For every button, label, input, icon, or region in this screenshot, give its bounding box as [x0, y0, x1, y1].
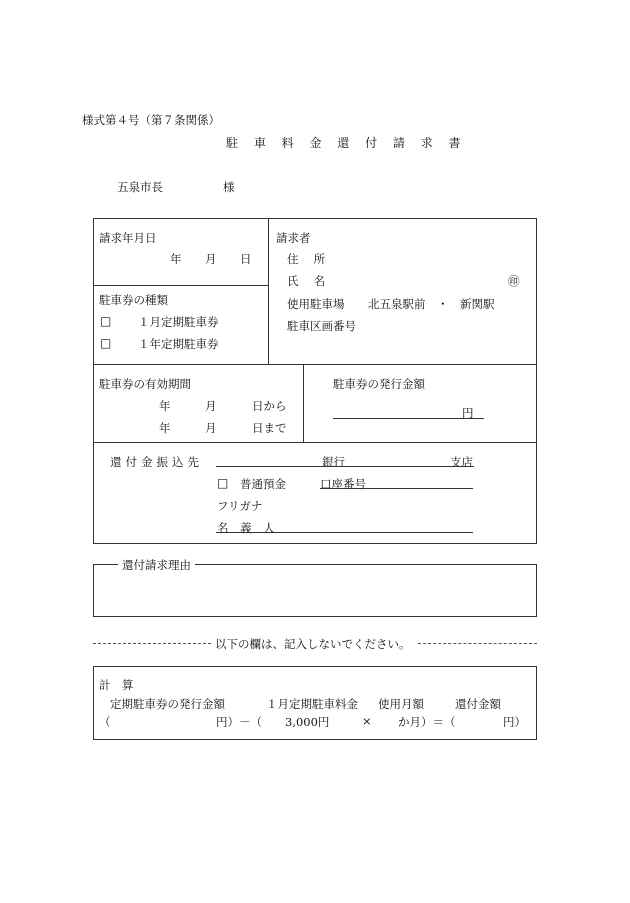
calculation-label: 計 算 [99, 678, 134, 692]
form-number: 様式第４号（第７条関係） [82, 113, 220, 127]
parking-lot-value: 北五泉駅前 ・ 新関駅 [368, 297, 495, 311]
formula-rate: 3,000円 [285, 715, 330, 729]
bank-label: 銀行 [322, 455, 345, 469]
requester-label: 請求者 [276, 231, 311, 245]
divider [268, 218, 269, 364]
request-date-label: 請求年月日 [99, 231, 157, 245]
refund-account-label: 還付金振込先 [110, 455, 203, 469]
formula-open: （ [99, 715, 111, 729]
request-date-day: 日 [240, 252, 252, 266]
parking-lot-label: 使用駐車場 [287, 297, 345, 311]
reason-label: 還付請求理由 [118, 557, 195, 573]
issue-amount-unit: 円 [462, 406, 474, 420]
ticket-option2-checkbox[interactable]: □ [100, 336, 112, 350]
account-number-label: 口座番号 [320, 477, 366, 491]
formula-yen2: 円） [503, 715, 526, 729]
formula-yen1: 円）－（ [216, 715, 262, 729]
calc-col-issue-amount: 定期駐車券の発行金額 [110, 697, 225, 711]
account-holder-label: 名 義 人 [217, 521, 279, 535]
addressee: 五泉市長 [117, 180, 163, 194]
divider [93, 442, 537, 443]
divider [93, 364, 537, 365]
account-type-checkbox[interactable]: □ [217, 476, 229, 490]
validity-from-month: 月 [205, 399, 217, 413]
validity-from-day: 日から [252, 399, 287, 413]
honorific: 様 [223, 180, 235, 194]
validity-to-day: 日まで [252, 421, 287, 435]
address-label: 住 所 [287, 252, 326, 266]
formula-times: × [362, 714, 372, 728]
divider [303, 364, 304, 442]
validity-to-year: 年 [159, 421, 171, 435]
issue-amount-label: 駐車券の発行金額 [333, 377, 425, 391]
branch-label: 支店 [450, 455, 473, 469]
calc-col-months-used: 使用月額 [378, 697, 424, 711]
divider [93, 285, 268, 286]
account-holder-underline [216, 532, 473, 533]
separator-line-left [93, 643, 211, 644]
seal-icon: ㊞ [508, 274, 520, 288]
calc-col-refund: 還付金額 [455, 697, 501, 711]
request-date-month: 月 [205, 252, 217, 266]
validity-from-year: 年 [159, 399, 171, 413]
account-type-label: 普通預金 [240, 477, 286, 491]
validity-to-month: 月 [205, 421, 217, 435]
separator-line-right [418, 643, 537, 644]
ticket-option1-checkbox[interactable]: □ [100, 314, 112, 328]
issue-amount-underline [333, 418, 484, 419]
ticket-option2-label: １年定期駐車券 [138, 337, 219, 351]
ticket-type-label: 駐車券の種類 [99, 293, 168, 307]
page-title: 駐 車 料 金 還 付 請 求 書 [226, 136, 467, 150]
validity-label: 駐車券の有効期間 [99, 377, 191, 391]
name-label: 氏 名 [287, 274, 326, 288]
formula-months: か月）＝（ [398, 715, 456, 729]
furigana-label: フリガナ [217, 499, 263, 513]
account-number-underline [320, 488, 473, 489]
request-date-year: 年 [170, 252, 182, 266]
bank-underline [216, 466, 474, 467]
separator-text: 以下の欄は、記入しないでください。 [215, 637, 411, 651]
calc-col-monthly-fee: １月定期駐車料金 [266, 697, 358, 711]
parking-space-label: 駐車区画番号 [287, 319, 356, 333]
ticket-option1-label: １月定期駐車券 [138, 315, 219, 329]
